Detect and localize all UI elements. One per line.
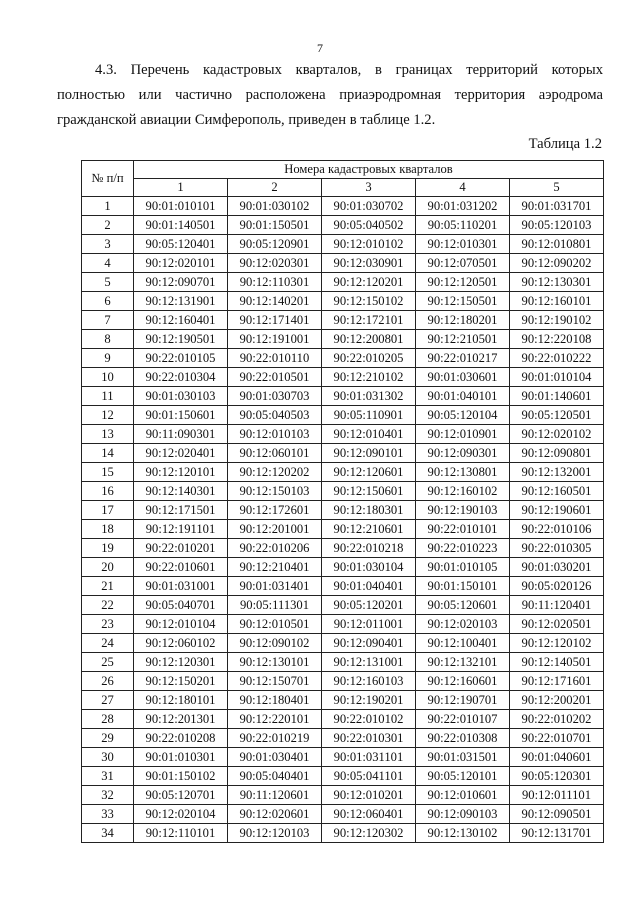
cadastral-number-cell: 90:12:010501 bbox=[228, 615, 322, 634]
cadastral-number-cell: 90:22:010701 bbox=[510, 729, 604, 748]
cadastral-number-cell: 90:12:011001 bbox=[322, 615, 416, 634]
cadastral-number-cell: 90:01:031202 bbox=[416, 197, 510, 216]
cadastral-number-cell: 90:01:030103 bbox=[134, 387, 228, 406]
cadastral-number-cell: 90:12:020101 bbox=[134, 254, 228, 273]
cadastral-number-cell: 90:12:060101 bbox=[228, 444, 322, 463]
row-number-cell: 29 bbox=[82, 729, 134, 748]
table-row bbox=[82, 330, 604, 349]
table-caption: Таблица 1.2 bbox=[528, 136, 602, 152]
cadastral-number-cell: 90:12:171501 bbox=[134, 501, 228, 520]
cadastral-number-cell: 90:22:010301 bbox=[322, 729, 416, 748]
cadastral-number-cell: 90:01:031101 bbox=[322, 748, 416, 767]
cadastral-number-cell: 90:12:172101 bbox=[322, 311, 416, 330]
cadastral-number-cell: 90:12:190501 bbox=[134, 330, 228, 349]
group-header: Номера кадастровых кварталов bbox=[134, 161, 604, 179]
row-number-cell: 1 bbox=[82, 197, 134, 216]
cadastral-number-cell: 90:11:120601 bbox=[228, 786, 322, 805]
cadastral-number-cell: 90:12:160102 bbox=[416, 482, 510, 501]
cadastral-number-cell: 90:12:201301 bbox=[134, 710, 228, 729]
table-row bbox=[82, 254, 604, 273]
table-row bbox=[82, 235, 604, 254]
table-row bbox=[82, 615, 604, 634]
row-number-header: № п/п bbox=[82, 161, 134, 197]
cadastral-number-cell: 90:05:120103 bbox=[510, 216, 604, 235]
cadastral-number-cell: 90:12:160101 bbox=[510, 292, 604, 311]
cadastral-number-cell: 90:12:200201 bbox=[510, 691, 604, 710]
table-row bbox=[82, 425, 604, 444]
cadastral-number-cell: 90:12:180101 bbox=[134, 691, 228, 710]
page-number: 7 bbox=[317, 41, 323, 55]
table-row bbox=[82, 444, 604, 463]
cadastral-number-cell: 90:12:110301 bbox=[228, 273, 322, 292]
column-header: 1 bbox=[134, 179, 228, 197]
row-number-cell: 20 bbox=[82, 558, 134, 577]
row-number-cell: 17 bbox=[82, 501, 134, 520]
cadastral-number-cell: 90:01:040401 bbox=[322, 577, 416, 596]
cadastral-number-cell: 90:12:020103 bbox=[416, 615, 510, 634]
cadastral-number-cell: 90:05:110201 bbox=[416, 216, 510, 235]
cadastral-number-cell: 90:12:070501 bbox=[416, 254, 510, 273]
table-row bbox=[82, 311, 604, 330]
column-header: 3 bbox=[322, 179, 416, 197]
cadastral-number-cell: 90:12:090202 bbox=[510, 254, 604, 273]
cadastral-number-cell: 90:12:010801 bbox=[510, 235, 604, 254]
row-number-cell: 30 bbox=[82, 748, 134, 767]
cadastral-number-cell: 90:22:010222 bbox=[510, 349, 604, 368]
cadastral-number-cell: 90:12:020104 bbox=[134, 805, 228, 824]
cadastral-number-cell: 90:12:090801 bbox=[510, 444, 604, 463]
cadastral-number-cell: 90:12:210501 bbox=[416, 330, 510, 349]
table-row bbox=[82, 634, 604, 653]
cadastral-quarters-table bbox=[81, 160, 604, 843]
table-row bbox=[82, 501, 604, 520]
cadastral-number-cell: 90:12:060401 bbox=[322, 805, 416, 824]
table-row bbox=[82, 406, 604, 425]
cadastral-number-cell: 90:12:131701 bbox=[510, 824, 604, 843]
cadastral-number-cell: 90:12:131001 bbox=[322, 653, 416, 672]
cadastral-number-cell: 90:12:150102 bbox=[322, 292, 416, 311]
cadastral-number-cell: 90:22:010110 bbox=[228, 349, 322, 368]
cadastral-number-cell: 90:12:010102 bbox=[322, 235, 416, 254]
cadastral-number-cell: 90:01:030601 bbox=[416, 368, 510, 387]
row-number-cell: 13 bbox=[82, 425, 134, 444]
cadastral-number-cell: 90:01:150101 bbox=[416, 577, 510, 596]
cadastral-number-cell: 90:01:031401 bbox=[228, 577, 322, 596]
row-number-cell: 14 bbox=[82, 444, 134, 463]
cadastral-number-cell: 90:22:010223 bbox=[416, 539, 510, 558]
table-row bbox=[82, 748, 604, 767]
table-row bbox=[82, 292, 604, 311]
row-number-cell: 16 bbox=[82, 482, 134, 501]
table-body bbox=[82, 197, 604, 843]
cadastral-number-cell: 90:12:191001 bbox=[228, 330, 322, 349]
cadastral-number-cell: 90:12:172601 bbox=[228, 501, 322, 520]
cadastral-number-cell: 90:12:130801 bbox=[416, 463, 510, 482]
table-row bbox=[82, 767, 604, 786]
cadastral-number-cell: 90:12:090103 bbox=[416, 805, 510, 824]
section-paragraph bbox=[57, 58, 603, 133]
cadastral-number-cell: 90:22:010308 bbox=[416, 729, 510, 748]
table-row bbox=[82, 197, 604, 216]
table-row bbox=[82, 558, 604, 577]
cadastral-number-cell: 90:12:180401 bbox=[228, 691, 322, 710]
cadastral-number-cell: 90:05:120501 bbox=[510, 406, 604, 425]
cadastral-number-cell: 90:12:190103 bbox=[416, 501, 510, 520]
table-row bbox=[82, 596, 604, 615]
paragraph-line: гражданской авиации Симферополь, приведен в таблице 1.2. bbox=[57, 112, 436, 128]
cadastral-number-cell: 90:12:010901 bbox=[416, 425, 510, 444]
cadastral-number-cell: 90:05:120301 bbox=[510, 767, 604, 786]
cadastral-number-cell: 90:01:150501 bbox=[228, 216, 322, 235]
paragraph-line: 4.3. Перечень кадастровых кварталов, в границах территорий которых bbox=[95, 62, 603, 78]
table-row bbox=[82, 691, 604, 710]
cadastral-number-cell: 90:05:040503 bbox=[228, 406, 322, 425]
cadastral-number-cell: 90:12:190201 bbox=[322, 691, 416, 710]
cadastral-number-cell: 90:12:010601 bbox=[416, 786, 510, 805]
table-row bbox=[82, 539, 604, 558]
cadastral-number-cell: 90:05:120104 bbox=[416, 406, 510, 425]
cadastral-number-cell: 90:22:010217 bbox=[416, 349, 510, 368]
cadastral-number-cell: 90:12:110101 bbox=[134, 824, 228, 843]
row-number-cell: 24 bbox=[82, 634, 134, 653]
cadastral-number-cell: 90:12:140301 bbox=[134, 482, 228, 501]
cadastral-number-cell: 90:22:010206 bbox=[228, 539, 322, 558]
row-number-cell: 10 bbox=[82, 368, 134, 387]
cadastral-number-cell: 90:05:120201 bbox=[322, 596, 416, 615]
row-number-cell: 7 bbox=[82, 311, 134, 330]
cadastral-number-cell: 90:01:040101 bbox=[416, 387, 510, 406]
table-row bbox=[82, 349, 604, 368]
cadastral-number-cell: 90:12:130102 bbox=[416, 824, 510, 843]
cadastral-number-cell: 90:01:030401 bbox=[228, 748, 322, 767]
cadastral-number-cell: 90:12:180201 bbox=[416, 311, 510, 330]
table-row bbox=[82, 786, 604, 805]
row-number-cell: 11 bbox=[82, 387, 134, 406]
cadastral-number-cell: 90:22:010219 bbox=[228, 729, 322, 748]
cadastral-number-cell: 90:12:201001 bbox=[228, 520, 322, 539]
column-header: 4 bbox=[416, 179, 510, 197]
row-number-cell: 8 bbox=[82, 330, 134, 349]
cadastral-number-cell: 90:12:160401 bbox=[134, 311, 228, 330]
cadastral-number-cell: 90:22:010218 bbox=[322, 539, 416, 558]
table-row bbox=[82, 216, 604, 235]
cadastral-number-cell: 90:05:040401 bbox=[228, 767, 322, 786]
cadastral-number-cell: 90:22:010101 bbox=[416, 520, 510, 539]
cadastral-number-cell: 90:22:010202 bbox=[510, 710, 604, 729]
cadastral-number-cell: 90:12:020401 bbox=[134, 444, 228, 463]
cadastral-number-cell: 90:22:010208 bbox=[134, 729, 228, 748]
cadastral-number-cell: 90:12:160103 bbox=[322, 672, 416, 691]
cadastral-number-cell: 90:12:132101 bbox=[416, 653, 510, 672]
cadastral-number-cell: 90:05:120401 bbox=[134, 235, 228, 254]
cadastral-number-cell: 90:12:190102 bbox=[510, 311, 604, 330]
cadastral-number-cell: 90:12:210601 bbox=[322, 520, 416, 539]
cadastral-number-cell: 90:12:010104 bbox=[134, 615, 228, 634]
cadastral-number-cell: 90:12:010401 bbox=[322, 425, 416, 444]
cadastral-number-cell: 90:12:020601 bbox=[228, 805, 322, 824]
table-row bbox=[82, 577, 604, 596]
table-header-row bbox=[82, 161, 604, 179]
cadastral-number-cell: 90:12:120102 bbox=[510, 634, 604, 653]
row-number-cell: 25 bbox=[82, 653, 134, 672]
cadastral-number-cell: 90:12:020501 bbox=[510, 615, 604, 634]
row-number-cell: 15 bbox=[82, 463, 134, 482]
cadastral-number-cell: 90:12:190601 bbox=[510, 501, 604, 520]
cadastral-number-cell: 90:12:150201 bbox=[134, 672, 228, 691]
cadastral-number-cell: 90:01:150601 bbox=[134, 406, 228, 425]
cadastral-number-cell: 90:12:220101 bbox=[228, 710, 322, 729]
row-number-cell: 28 bbox=[82, 710, 134, 729]
cadastral-number-cell: 90:05:120701 bbox=[134, 786, 228, 805]
cadastral-number-cell: 90:05:041101 bbox=[322, 767, 416, 786]
table-row bbox=[82, 387, 604, 406]
table-row bbox=[82, 824, 604, 843]
row-number-cell: 2 bbox=[82, 216, 134, 235]
cadastral-number-cell: 90:12:090401 bbox=[322, 634, 416, 653]
table-row bbox=[82, 463, 604, 482]
cadastral-number-cell: 90:12:191101 bbox=[134, 520, 228, 539]
cadastral-number-cell: 90:05:120601 bbox=[416, 596, 510, 615]
cadastral-number-cell: 90:12:200801 bbox=[322, 330, 416, 349]
row-number-cell: 18 bbox=[82, 520, 134, 539]
cadastral-number-cell: 90:01:010101 bbox=[134, 197, 228, 216]
table-row bbox=[82, 672, 604, 691]
cadastral-number-cell: 90:12:090701 bbox=[134, 273, 228, 292]
cadastral-number-cell: 90:12:120201 bbox=[322, 273, 416, 292]
cadastral-number-cell: 90:01:030102 bbox=[228, 197, 322, 216]
cadastral-number-cell: 90:12:090102 bbox=[228, 634, 322, 653]
cadastral-number-cell: 90:12:090501 bbox=[510, 805, 604, 824]
cadastral-number-cell: 90:12:150701 bbox=[228, 672, 322, 691]
table-row bbox=[82, 482, 604, 501]
row-number-cell: 4 bbox=[82, 254, 134, 273]
cadastral-number-cell: 90:22:010304 bbox=[134, 368, 228, 387]
cadastral-number-cell: 90:22:010201 bbox=[134, 539, 228, 558]
cadastral-number-cell: 90:01:031302 bbox=[322, 387, 416, 406]
row-number-cell: 19 bbox=[82, 539, 134, 558]
cadastral-number-cell: 90:01:010105 bbox=[416, 558, 510, 577]
cadastral-number-cell: 90:22:010205 bbox=[322, 349, 416, 368]
cadastral-number-cell: 90:22:010102 bbox=[322, 710, 416, 729]
cadastral-number-cell: 90:12:120103 bbox=[228, 824, 322, 843]
cadastral-number-cell: 90:22:010107 bbox=[416, 710, 510, 729]
row-number-cell: 23 bbox=[82, 615, 134, 634]
cadastral-number-cell: 90:12:090301 bbox=[416, 444, 510, 463]
cadastral-number-cell: 90:22:010601 bbox=[134, 558, 228, 577]
column-header: 2 bbox=[228, 179, 322, 197]
cadastral-number-cell: 90:01:010104 bbox=[510, 368, 604, 387]
cadastral-number-cell: 90:12:120101 bbox=[134, 463, 228, 482]
cadastral-number-cell: 90:12:130101 bbox=[228, 653, 322, 672]
cadastral-number-cell: 90:01:031001 bbox=[134, 577, 228, 596]
cadastral-number-cell: 90:01:031501 bbox=[416, 748, 510, 767]
cadastral-number-cell: 90:22:010501 bbox=[228, 368, 322, 387]
cadastral-number-cell: 90:12:131901 bbox=[134, 292, 228, 311]
table-row bbox=[82, 653, 604, 672]
cadastral-number-cell: 90:12:171601 bbox=[510, 672, 604, 691]
cadastral-number-cell: 90:01:030104 bbox=[322, 558, 416, 577]
row-number-cell: 3 bbox=[82, 235, 134, 254]
cadastral-number-cell: 90:12:140501 bbox=[510, 653, 604, 672]
row-number-cell: 9 bbox=[82, 349, 134, 368]
cadastral-number-cell: 90:12:060102 bbox=[134, 634, 228, 653]
table-row bbox=[82, 805, 604, 824]
table-row bbox=[82, 729, 604, 748]
cadastral-number-cell: 90:12:100401 bbox=[416, 634, 510, 653]
table-row bbox=[82, 520, 604, 539]
cadastral-number-cell: 90:12:190701 bbox=[416, 691, 510, 710]
cadastral-number-cell: 90:12:130301 bbox=[510, 273, 604, 292]
cadastral-number-cell: 90:12:150103 bbox=[228, 482, 322, 501]
cadastral-number-cell: 90:05:110901 bbox=[322, 406, 416, 425]
cadastral-number-cell: 90:05:020126 bbox=[510, 577, 604, 596]
cadastral-number-cell: 90:12:010201 bbox=[322, 786, 416, 805]
cadastral-number-cell: 90:12:120301 bbox=[134, 653, 228, 672]
cadastral-number-cell: 90:01:030703 bbox=[228, 387, 322, 406]
row-number-cell: 5 bbox=[82, 273, 134, 292]
cadastral-number-cell: 90:12:010301 bbox=[416, 235, 510, 254]
cadastral-number-cell: 90:12:020102 bbox=[510, 425, 604, 444]
cadastral-number-cell: 90:12:140201 bbox=[228, 292, 322, 311]
table-row bbox=[82, 273, 604, 292]
paragraph-line: полностью или частично расположена приаэродромная территория аэродрома bbox=[57, 87, 603, 103]
cadastral-number-cell: 90:12:150501 bbox=[416, 292, 510, 311]
cadastral-number-cell: 90:12:160601 bbox=[416, 672, 510, 691]
cadastral-number-cell: 90:01:010301 bbox=[134, 748, 228, 767]
row-number-cell: 33 bbox=[82, 805, 134, 824]
row-number-cell: 21 bbox=[82, 577, 134, 596]
cadastral-number-cell: 90:12:171401 bbox=[228, 311, 322, 330]
cadastral-number-cell: 90:05:120101 bbox=[416, 767, 510, 786]
cadastral-number-cell: 90:12:020301 bbox=[228, 254, 322, 273]
cadastral-number-cell: 90:01:040601 bbox=[510, 748, 604, 767]
cadastral-number-cell: 90:12:132001 bbox=[510, 463, 604, 482]
cadastral-number-cell: 90:01:140501 bbox=[134, 216, 228, 235]
row-number-cell: 12 bbox=[82, 406, 134, 425]
cadastral-number-cell: 90:05:120901 bbox=[228, 235, 322, 254]
column-number-row bbox=[82, 179, 604, 197]
cadastral-number-cell: 90:01:030702 bbox=[322, 197, 416, 216]
cadastral-number-cell: 90:12:210102 bbox=[322, 368, 416, 387]
cadastral-number-cell: 90:12:180301 bbox=[322, 501, 416, 520]
cadastral-number-cell: 90:12:150601 bbox=[322, 482, 416, 501]
cadastral-number-cell: 90:12:210401 bbox=[228, 558, 322, 577]
cadastral-number-cell: 90:05:111301 bbox=[228, 596, 322, 615]
cadastral-number-cell: 90:01:031701 bbox=[510, 197, 604, 216]
cadastral-number-cell: 90:22:010305 bbox=[510, 539, 604, 558]
cadastral-number-cell: 90:05:040502 bbox=[322, 216, 416, 235]
row-number-cell: 34 bbox=[82, 824, 134, 843]
row-number-cell: 31 bbox=[82, 767, 134, 786]
row-number-cell: 32 bbox=[82, 786, 134, 805]
cadastral-number-cell: 90:12:120202 bbox=[228, 463, 322, 482]
cadastral-number-cell: 90:01:140601 bbox=[510, 387, 604, 406]
cadastral-number-cell: 90:11:090301 bbox=[134, 425, 228, 444]
cadastral-number-cell: 90:12:160501 bbox=[510, 482, 604, 501]
cadastral-number-cell: 90:12:030901 bbox=[322, 254, 416, 273]
cadastral-number-cell: 90:12:010103 bbox=[228, 425, 322, 444]
row-number-cell: 26 bbox=[82, 672, 134, 691]
row-number-cell: 6 bbox=[82, 292, 134, 311]
cadastral-number-cell: 90:12:011101 bbox=[510, 786, 604, 805]
cadastral-number-cell: 90:22:010106 bbox=[510, 520, 604, 539]
table-row bbox=[82, 368, 604, 387]
row-number-cell: 27 bbox=[82, 691, 134, 710]
cadastral-number-cell: 90:12:120601 bbox=[322, 463, 416, 482]
cadastral-number-cell: 90:12:120302 bbox=[322, 824, 416, 843]
table-row bbox=[82, 710, 604, 729]
cadastral-number-cell: 90:12:090101 bbox=[322, 444, 416, 463]
cadastral-number-cell: 90:11:120401 bbox=[510, 596, 604, 615]
column-header: 5 bbox=[510, 179, 604, 197]
cadastral-number-cell: 90:22:010105 bbox=[134, 349, 228, 368]
cadastral-number-cell: 90:05:040701 bbox=[134, 596, 228, 615]
cadastral-number-cell: 90:12:120501 bbox=[416, 273, 510, 292]
cadastral-number-cell: 90:01:150102 bbox=[134, 767, 228, 786]
cadastral-number-cell: 90:12:220108 bbox=[510, 330, 604, 349]
row-number-cell: 22 bbox=[82, 596, 134, 615]
cadastral-number-cell: 90:01:030201 bbox=[510, 558, 604, 577]
